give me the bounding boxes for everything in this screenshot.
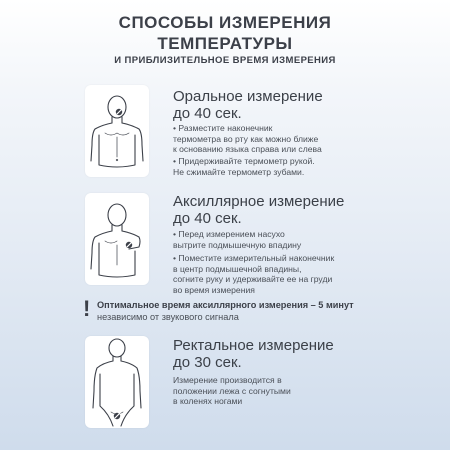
page-subtitle: И ПРИБЛИЗИТЕЛЬНОЕ ВРЕМЯ ИЗМЕРЕНИЯ xyxy=(114,55,336,66)
axillary-heading-line2: до 40 сек. xyxy=(173,210,242,227)
oral-body-illustration xyxy=(85,85,149,177)
oral-instruction-1-line2: термометра во рту как можно ближе xyxy=(173,133,319,144)
axillary-body-illustration xyxy=(85,193,149,285)
axillary-instruction-2-line4: во время измерения xyxy=(173,284,255,295)
rectal-instruction-1-line3: в коленях ногами xyxy=(173,396,243,407)
oral-illustration-card xyxy=(85,85,149,177)
rectal-instruction-1 xyxy=(173,375,291,407)
oral-instruction-2-line2: Не сжимайте термометр зубами. xyxy=(173,166,305,177)
page-title-line2: ТЕМПЕРАТУРЫ xyxy=(157,34,293,53)
page-title-line1: СПОСОБЫ ИЗМЕРЕНИЯ xyxy=(118,13,332,32)
rectal-instruction-1-line2: положении лежа с согнутыми xyxy=(173,385,291,396)
oral-heading-line2: до 40 сек. xyxy=(173,105,242,122)
axillary-instruction-2 xyxy=(173,253,334,295)
oral-instruction-1 xyxy=(173,123,322,155)
rectal-illustration-card xyxy=(85,336,149,428)
axillary-instruction-2-line2: в центр подмышечной впадины, xyxy=(173,263,302,274)
oral-instruction-1-line1: • Разместите наконечник xyxy=(173,123,273,133)
axillary-instruction-2-line3: согните руку и удерживайте ее на груди xyxy=(173,274,333,285)
axillary-heading-line1: Аксиллярное измерение xyxy=(173,193,345,210)
axillary-note-line1: Оптимальное время аксиллярного измерения – 5 минут xyxy=(97,300,354,310)
warning-icon: ! xyxy=(83,296,91,321)
axillary-instruction-1-line1: • Перед измерением насухо xyxy=(173,229,285,239)
oral-instruction-2-line1: • Придерживайте термометр рукой. xyxy=(173,156,315,166)
rectal-heading-line1: Ректальное измерение xyxy=(173,337,334,354)
axillary-instruction-1-line2: вытрите подмышечную впадину xyxy=(173,239,302,250)
rectal-body-illustration xyxy=(85,336,149,428)
rectal-heading-line2: до 30 сек. xyxy=(173,354,242,371)
rectal-instruction-1-line1: Измерение производится в xyxy=(173,375,282,385)
axillary-instruction-2-line1: • Поместите измерительный наконечник xyxy=(173,253,335,263)
oral-heading-line1: Оральное измерение xyxy=(173,88,323,105)
axillary-instruction-1 xyxy=(173,229,301,250)
oral-instruction-1-line3: к основанию языка справа или слева xyxy=(173,144,322,155)
axillary-note-line2: независимо от звукового сигнала xyxy=(97,312,239,322)
axillary-illustration-card xyxy=(85,193,149,285)
oral-instruction-2 xyxy=(173,156,315,177)
